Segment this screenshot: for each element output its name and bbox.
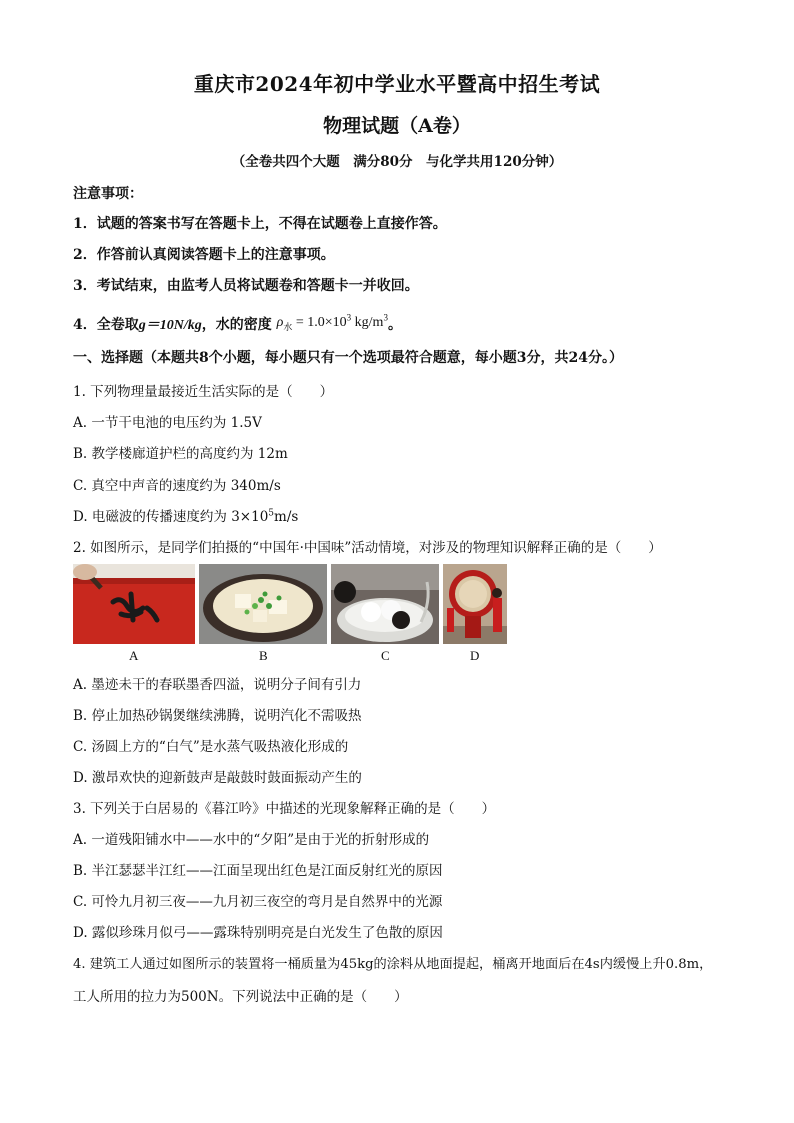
exam-title: 重庆市2024年初中学业水平暨高中招生考试 <box>193 72 601 96</box>
note-item-4-end: 。 <box>387 317 402 333</box>
photo-caption-c: C <box>381 648 390 663</box>
question-3-option-b: B. 半江瑟瑟半江红——江面呈现出红色是江面反射红光的原因 <box>73 863 443 879</box>
notes-heading: 注意事项： <box>73 186 143 202</box>
question-1-option-d <box>73 505 753 525</box>
water-density-formula <box>276 312 388 332</box>
question-3-stem: 3. 下列关于白居易的《暮江吟》中描述的光现象解释正确的是（ ） <box>73 801 496 817</box>
question-2-stem: 2. 如图所示，是同学们拍摄的“中国年·中国味”活动情境，对涉及的物理知识解释正确的是（ ） <box>73 540 662 556</box>
rho-subscript: 水 <box>283 321 293 332</box>
note-item-1: 1．试题的答案书写在答题卡上，不得在试题卷上直接作答。 <box>73 216 447 232</box>
photo-tangyuan <box>331 564 439 644</box>
question-2-option-b: B. 停止加热砂锅煲继续沸腾，说明汽化不需吸热 <box>73 708 362 724</box>
option-d-text: D. 电磁波的传播速度约为 3×10 <box>73 509 269 525</box>
exam-info: （全卷共四个大题 满分80分 与化学共用120分钟） <box>231 154 563 170</box>
photo-calligraphy <box>73 564 195 644</box>
photo-drum <box>443 564 507 644</box>
question-3-option-d: D. 露似珍珠月似弓——露珠特别明亮是白光发生了色散的原因 <box>73 925 443 941</box>
photo-caption-b: B <box>259 648 268 663</box>
question-1-option-c: C. 真空中声音的速度约为 340m/s <box>73 478 281 494</box>
question-2-option-a: A. 墨迹未干的春联墨香四溢，说明分子间有引力 <box>73 677 362 693</box>
exam-subtitle: 物理试题（A卷） <box>323 115 471 137</box>
question-3-option-a: A. 一道残阳铺水中——水中的“夕阳”是由于光的折射形成的 <box>73 832 430 848</box>
note-item-2: 2．作答前认真阅读答题卡上的注意事项。 <box>73 247 335 263</box>
note-item-4 <box>73 314 753 336</box>
question-1-stem: 1. 下列物理量最接近生活实际的是（ ） <box>73 384 334 400</box>
option-d-exponent: 5 <box>268 508 275 519</box>
question-2-option-d: D. 激昂欢快的迎新鼓声是敲鼓时鼓面振动产生的 <box>73 770 362 786</box>
photo-caption-d: D <box>470 648 480 663</box>
question-1-option-a: A. 一节干电池的电压约为 1.5V <box>73 415 262 431</box>
note-item-4-prefix: 4．全卷取 <box>73 317 139 333</box>
question-3-option-c: C. 可怜九月初三夜——九月初三夜空的弯月是自然界中的光源 <box>73 894 443 910</box>
density-unit: kg/m <box>351 315 384 330</box>
photo-caption-a: A <box>129 648 139 663</box>
section-heading: 一、选择题（本题共8个小题，每小题只有一个选项最符合题意，每小题3分，共24分。） <box>73 350 623 366</box>
question-4-stem-line2: 工人所用的拉力为500N。下列说法中正确的是（ ） <box>73 989 408 1005</box>
note-item-4-mid: ，水的密度 <box>201 317 272 333</box>
option-d-unit: m/s <box>274 509 299 525</box>
gravity-constant: g＝10N/kg <box>138 318 202 333</box>
note-item-3: 3．考试结束，由监考人员将试题卷和答题卡一并收回。 <box>73 278 419 294</box>
question-4-stem-line1: 4. 建筑工人通过如图所示的装置将一桶质量为45kg的涂料从地面提起，桶离开地面后在4s内缓慢上升0.8m， <box>73 957 713 972</box>
density-exponent: 3 <box>346 312 352 323</box>
rho-symbol: ρ <box>276 315 284 330</box>
photo-clay-pot-soup <box>199 564 327 644</box>
question-1-option-b: B. 教学楼廊道护栏的高度约为 12m <box>73 446 288 462</box>
density-value: = 1.0×10 <box>295 315 347 330</box>
density-unit-exponent: 3 <box>383 312 388 323</box>
question-2-option-c: C. 汤圆上方的“白气”是水蒸气吸热液化形成的 <box>73 739 349 755</box>
